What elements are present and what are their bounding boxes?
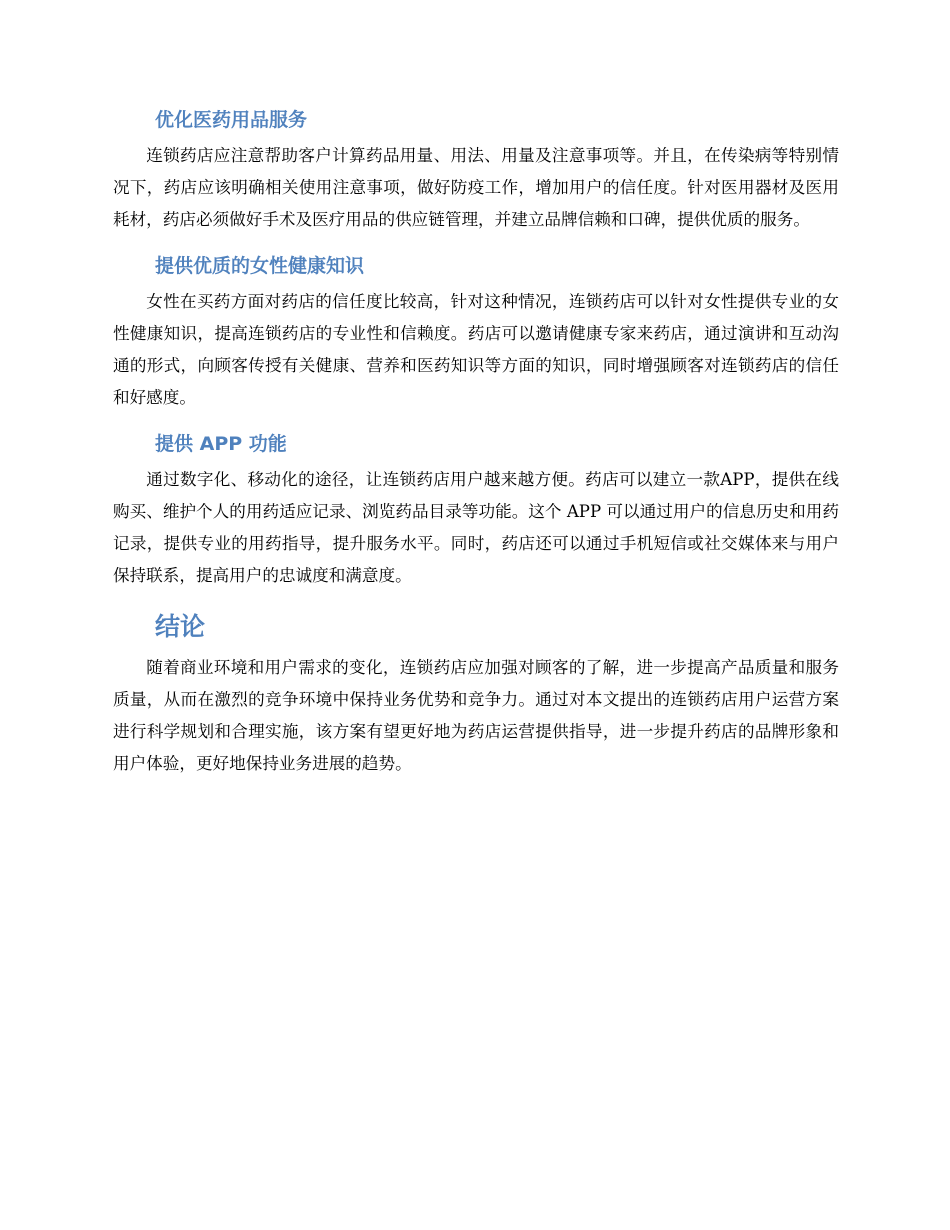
section-medical-supplies (113, 100, 839, 236)
document-page (113, 100, 839, 790)
section-heading: 优化医药用品服务 (155, 109, 308, 131)
section-conclusion (113, 602, 839, 780)
section-paragraph: 通过数字化、移动化的途径，让连锁药店用户越来越方便。药店可以建立一款APP，提供在线购买、维护个人的用药适应记录、浏览药品目录等功能。这个 APP 可以通过用户的信息历史和用药记录，提供专业的用药指导，提升服务水平。同时，药店还可以通过手机短信或社交媒体来与用户保持联系，提高用户的忠诚度和满意度。 (113, 470, 839, 585)
section-heading: 提供优质的女性健康知识 (155, 255, 365, 277)
section-womens-health (113, 246, 839, 414)
section-app-features (113, 424, 839, 592)
conclusion-paragraph: 随着商业环境和用户需求的变化，连锁药店应加强对顾客的了解，进一步提高产品质量和服务质量，从而在激烈的竞争环境中保持业务优势和竞争力。通过对本文提出的连锁药店用户运营方案进行科学规划和合理实施，该方案有望更好地为药店运营提供指导，进一步提升药店的品牌形象和用户体验，更好地保持业务进展的趋势。 (113, 658, 839, 773)
section-heading: 提供 APP 功能 (155, 433, 287, 455)
section-paragraph: 女性在买药方面对药店的信任度比较高，针对这种情况，连锁药店可以针对女性提供专业的女性健康知识，提高连锁药店的专业性和信赖度。药店可以邀请健康专家来药店，通过演讲和互动沟通的形式，向顾客传授有关健康、营养和医药知识等方面的知识，同时增强顾客对连锁药店的信任和好感度。 (113, 292, 839, 407)
section-paragraph: 连锁药店应注意帮助客户计算药品用量、用法、用量及注意事项等。并且，在传染病等特别情况下，药店应该明确相关使用注意事项，做好防疫工作，增加用户的信任度。针对医用器材及医用耗材，药店必须做好手术及医疗用品的供应链管理，并建立品牌信赖和口碑，提供优质的服务。 (113, 146, 839, 229)
conclusion-heading: 结论 (155, 612, 206, 641)
